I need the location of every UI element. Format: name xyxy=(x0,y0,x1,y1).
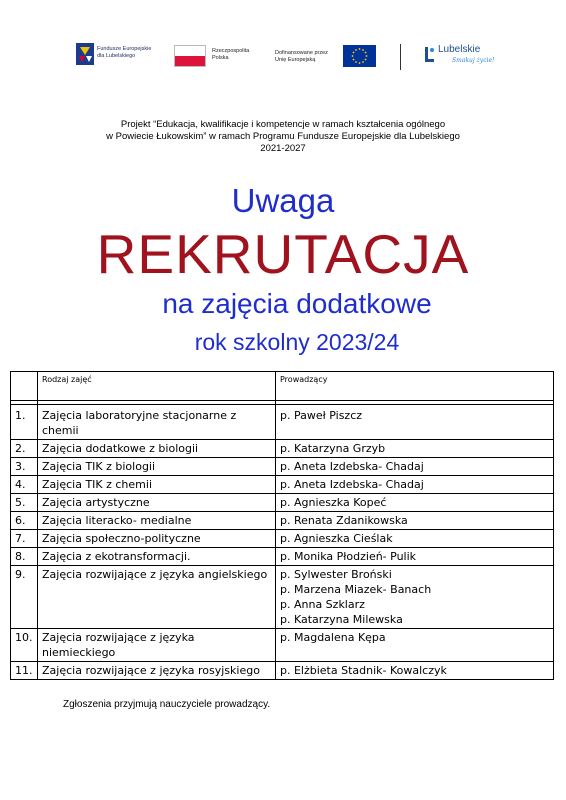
class-name: Zajęcia z ekotransformacji. xyxy=(38,548,276,566)
table-row xyxy=(11,566,554,629)
table-row xyxy=(11,476,554,494)
class-name: Zajęcia TIK z chemii xyxy=(38,476,276,494)
row-number: 11. xyxy=(11,662,38,680)
table-row xyxy=(11,494,554,512)
heading-rekrutacja: REKRUTACJA xyxy=(96,223,470,285)
row-number: 9. xyxy=(11,566,38,629)
project-description xyxy=(40,119,526,155)
project-line-1: Projekt “Edukacja, kwalifikacje i kompetencje w ramach kształcenia ogólnego xyxy=(120,119,446,130)
heading-school-year: rok szkolny 2023/24 xyxy=(194,329,400,355)
teacher-cell xyxy=(276,548,554,566)
teacher-name: p. Anna Szklarz xyxy=(280,598,365,611)
class-name: Zajęcia dodatkowe z biologii xyxy=(38,440,276,458)
lubelskie-mark-icon xyxy=(422,45,436,65)
footer-note: Zgłoszenia przyjmują nauczyciele prowadzący. xyxy=(63,699,271,710)
header-teacher-cell: Prowadzący xyxy=(276,372,554,401)
table-header-row xyxy=(11,372,554,401)
teacher-name: p. Katarzyna Grzyb xyxy=(280,442,386,455)
teacher-cell xyxy=(276,512,554,530)
table-row xyxy=(11,512,554,530)
teacher-name: p. Monika Płodzień- Pulik xyxy=(280,550,417,563)
row-number: 4. xyxy=(11,476,38,494)
header-no-cell xyxy=(11,372,38,401)
table-row xyxy=(11,405,554,440)
teacher-name: p. Katarzyna Milewska xyxy=(280,613,403,626)
table-row xyxy=(11,662,554,680)
row-number: 8. xyxy=(11,548,38,566)
teacher-name: p. Aneta Izdebska- Chadaj xyxy=(280,460,424,473)
rp-logo-line2: Polska xyxy=(212,55,229,61)
lubelskie-slogan: Smakuj życie! xyxy=(452,57,495,64)
project-line-3: 2021-2027 xyxy=(260,143,306,154)
teacher-cell xyxy=(276,476,554,494)
logo-bar xyxy=(70,40,500,74)
header-type-cell: Rodzaj zajęć xyxy=(38,372,276,401)
heading-uwaga: Uwaga xyxy=(231,182,335,219)
table-row xyxy=(11,548,554,566)
project-line-2: w Powiecie Łukowskim” w ramach Programu Fundusze Europejskie dla Lubelskiego xyxy=(106,131,460,142)
class-name: Zajęcia TIK z biologii xyxy=(38,458,276,476)
row-number: 3. xyxy=(11,458,38,476)
table-row xyxy=(11,440,554,458)
heading-subtitle: na zajęcia dodatkowe xyxy=(162,288,432,319)
teacher-cell xyxy=(276,629,554,662)
teacher-name: p. Agnieszka Cieślak xyxy=(280,532,393,545)
classes-table xyxy=(10,371,554,680)
teacher-cell xyxy=(276,566,554,629)
ue-logo-line1: Dofinansowane przez xyxy=(275,50,328,56)
teacher-name: p. Paweł Piszcz xyxy=(280,409,363,422)
lubelskie-name: Lubelskie xyxy=(438,44,481,55)
teacher-name: p. Renata Zdanikowska xyxy=(280,514,408,527)
teacher-cell xyxy=(276,405,554,440)
teacher-cell xyxy=(276,530,554,548)
ue-logo-line2: Unię Europejską xyxy=(275,57,316,63)
teacher-name: p. Sylwester Broński xyxy=(280,568,392,581)
class-name: Zajęcia rozwijające z języka niemieckiego xyxy=(38,629,276,662)
class-name: Zajęcia rozwijające z języka angielskiego xyxy=(38,566,276,629)
fe-logo-line1: Fundusze Europejskie xyxy=(97,46,152,52)
table-row xyxy=(11,629,554,662)
teacher-name: p. Aneta Izdebska- Chadaj xyxy=(280,478,424,491)
row-number: 2. xyxy=(11,440,38,458)
row-number: 1. xyxy=(11,405,38,440)
class-name: Zajęcia rozwijające z języka rosyjskiego xyxy=(38,662,276,680)
class-name: Zajęcia laboratoryjne stacjonarne z chemii xyxy=(38,405,276,440)
row-number: 10. xyxy=(11,629,38,662)
rp-logo-line1: Rzeczpospolita xyxy=(212,48,250,54)
table-row xyxy=(11,530,554,548)
class-name: Zajęcia społeczno-polityczne xyxy=(38,530,276,548)
class-name: Zajęcia literacko- medialne xyxy=(38,512,276,530)
teacher-cell xyxy=(276,440,554,458)
table-row xyxy=(11,458,554,476)
teacher-name: p. Elżbieta Stadnik- Kowalczyk xyxy=(280,664,447,677)
class-name: Zajęcia artystyczne xyxy=(38,494,276,512)
teacher-name: p. Magdalena Kępa xyxy=(280,631,386,644)
fe-star-icon xyxy=(76,43,94,65)
eu-flag-icon xyxy=(343,45,376,67)
teacher-cell xyxy=(276,458,554,476)
fe-logo-line2: dla Lubelskiego xyxy=(97,53,136,59)
row-number: 5. xyxy=(11,494,38,512)
row-number: 6. xyxy=(11,512,38,530)
teacher-cell xyxy=(276,494,554,512)
teacher-cell xyxy=(276,662,554,680)
row-number: 7. xyxy=(11,530,38,548)
logo-divider xyxy=(400,44,401,70)
teacher-name: p. Marzena Miazek- Banach xyxy=(280,583,432,596)
teacher-name: p. Agnieszka Kopeć xyxy=(280,496,387,509)
polish-flag-icon xyxy=(174,45,206,67)
